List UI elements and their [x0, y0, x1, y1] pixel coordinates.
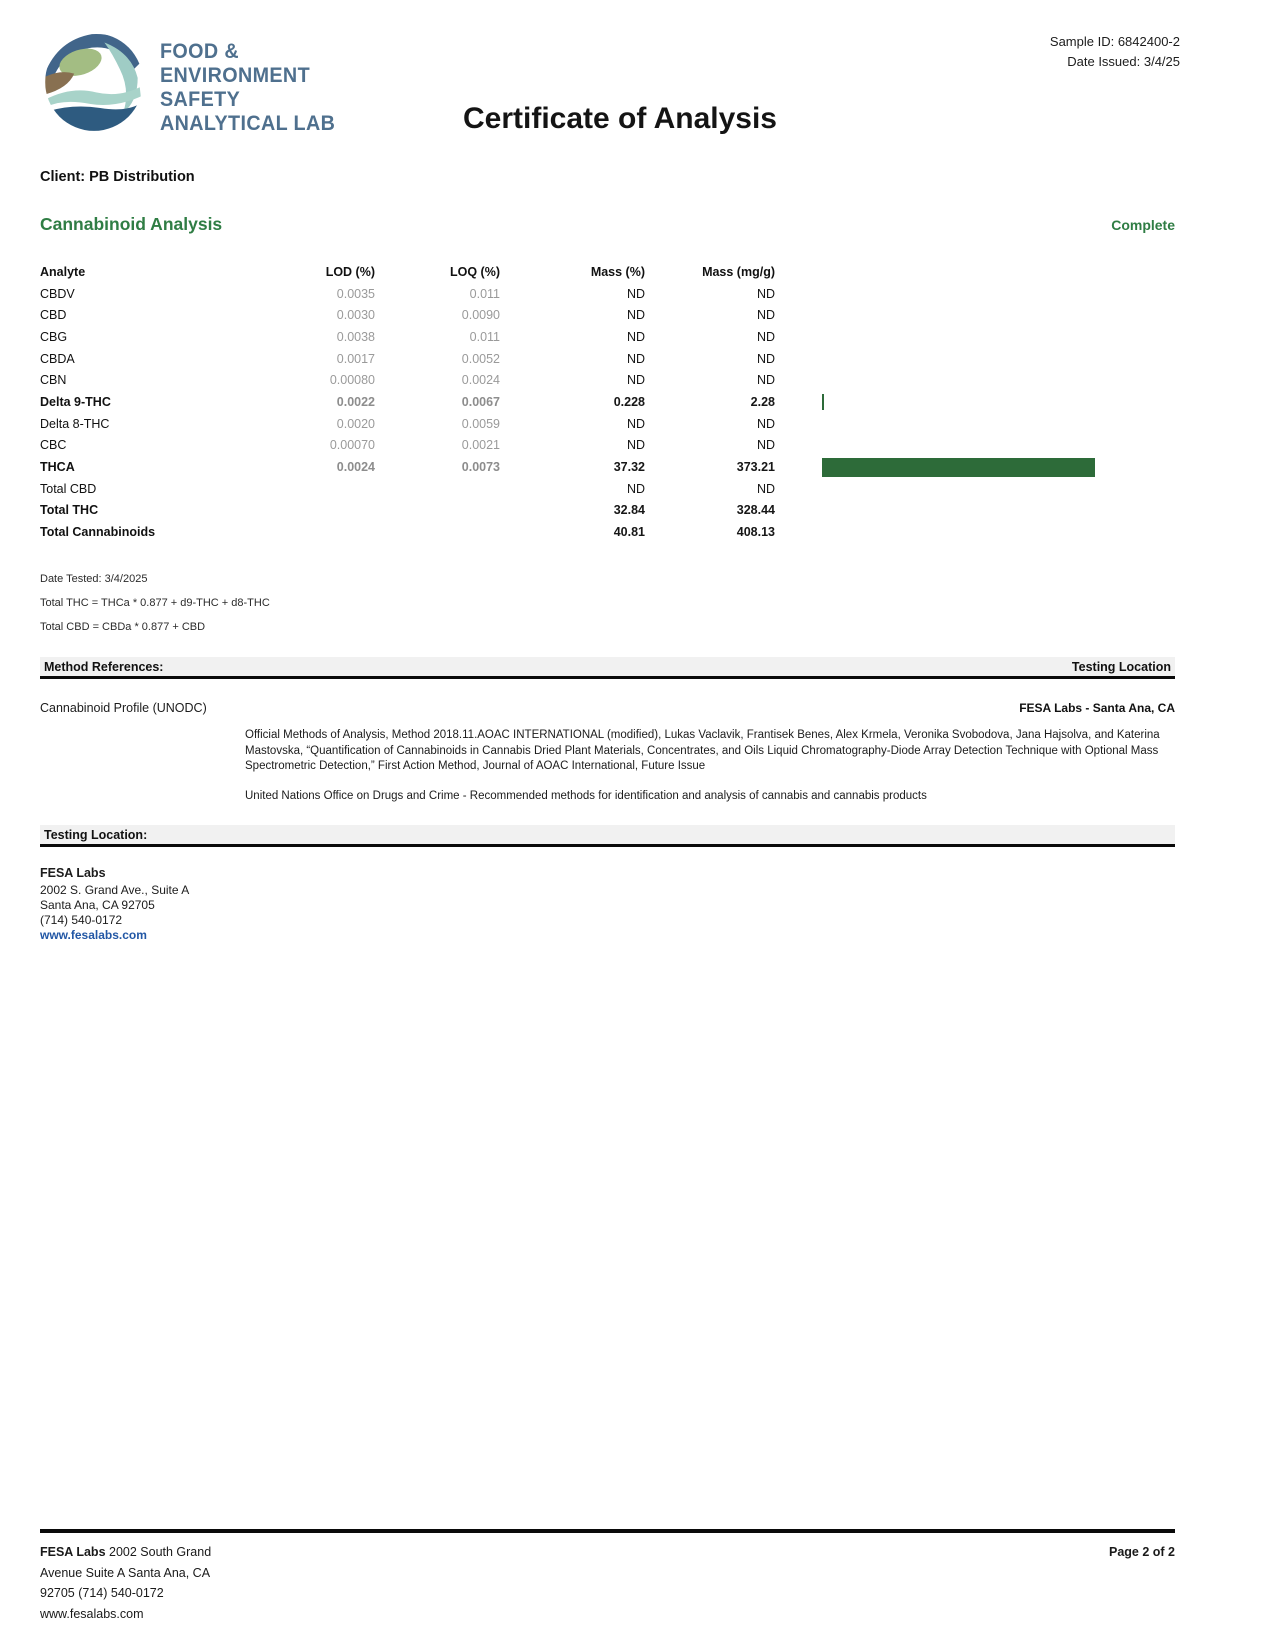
analysis-notes — [40, 573, 270, 645]
lod-value: 0.0035 — [336, 286, 375, 301]
total-thc-formula: Total THC = THCa * 0.877 + d9-THC + d8-THC — [40, 597, 270, 609]
col-header-loq: LOQ (%) — [450, 264, 500, 279]
sample-id: Sample ID: 6842400-2 — [1049, 34, 1180, 49]
citation-aoac: Official Methods of Analysis, Method 2018.11.AOAC INTERNATIONAL (modified), Lukas Vaclavik, Frantisek Benes, Alex Krmela, Veronika Svobodova, Jana Hajsolva, and Katerina Mastovska, “Quantification of Cannabinoids in Cannabis Dried Plant Materials, Concentrates, and Oils Liquid Chromatography-Diode Array Detection Technique with Optional Mass Spectrometric Detection,” First Action Method, Journal of AOAC International, Future Issue — [245, 729, 1160, 772]
table-row — [40, 413, 1175, 435]
loq-value: 0.0024 — [461, 373, 500, 388]
mass-mgg-value: ND — [756, 329, 775, 344]
analyte-table-rows — [40, 283, 1175, 543]
table-row — [40, 369, 1175, 391]
sample-meta — [40, 32, 1180, 72]
table-row — [40, 456, 1175, 478]
mass-bar — [822, 458, 1095, 477]
method-references-band — [40, 657, 1175, 679]
loq-value: 0.0059 — [461, 416, 500, 431]
lod-value: 0.0030 — [336, 308, 375, 323]
mass-pct-value: ND — [626, 329, 645, 344]
loq-value: 0.011 — [469, 329, 500, 344]
testing-location-label: Testing Location: — [44, 827, 148, 842]
page-number: Page 2 of 2 — [1109, 1545, 1175, 1559]
col-header-mass-pct: Mass (%) — [590, 264, 645, 279]
loq-value: 0.0052 — [461, 351, 500, 366]
table-row — [40, 478, 1175, 500]
mass-mgg-value: ND — [756, 286, 775, 301]
lod-value: 0.0038 — [336, 329, 375, 344]
lab-website-link[interactable]: www.fesalabs.com — [40, 928, 147, 942]
lab-name-line: ANALYTICAL LAB — [160, 112, 336, 135]
mass-mgg-value: 408.13 — [736, 525, 775, 540]
table-row — [40, 435, 1175, 457]
mass-pct-value: ND — [626, 481, 645, 496]
testing-location-band — [40, 825, 1175, 847]
table-row — [40, 348, 1175, 370]
mass-pct-value: ND — [626, 373, 645, 388]
total-cbd-formula: Total CBD = CBDa * 0.877 + CBD — [40, 621, 206, 633]
loq-value: 0.0073 — [461, 460, 500, 475]
lod-value: 0.00080 — [329, 373, 375, 388]
mass-pct-value: 40.81 — [613, 525, 645, 540]
citation-unodc: United Nations Office on Drugs and Crime - Recommended methods for identification and analysis of cannabis and cannabis products — [245, 789, 927, 802]
mass-mgg-value: 373.21 — [736, 460, 775, 475]
mass-mgg-value: ND — [756, 351, 775, 366]
lod-value: 0.0022 — [336, 394, 375, 409]
mass-pct-value: 37.32 — [613, 460, 645, 475]
footer-address-line1: 2002 South Grand — [105, 1545, 212, 1559]
lod-value: 0.0024 — [336, 460, 375, 475]
col-header-analyte: Analyte — [40, 264, 86, 279]
table-row — [40, 500, 1175, 522]
analyte-name: CBC — [40, 438, 67, 453]
loq-value: 0.0067 — [461, 394, 500, 409]
footer-divider — [40, 1529, 1175, 1533]
mass-bar — [822, 394, 824, 410]
method-testing-location: FESA Labs - Santa Ana, CA — [1019, 701, 1175, 715]
date-issued: Date Issued: 3/4/25 — [1067, 54, 1180, 69]
mass-mgg-value: 328.44 — [736, 503, 775, 518]
analyte-name: THCA — [40, 460, 75, 475]
analyte-name: Total Cannabinoids — [40, 525, 156, 540]
loq-value: 0.0090 — [461, 308, 500, 323]
analyte-name: Delta 8-THC — [40, 416, 110, 431]
mass-mgg-value: ND — [756, 481, 775, 496]
footer-lab-name: FESA Labs — [40, 1545, 106, 1559]
analyte-name: Delta 9-THC — [40, 394, 111, 409]
analyte-name: CBDA — [40, 351, 75, 366]
mass-pct-value: ND — [626, 308, 645, 323]
loq-value: 0.0021 — [461, 438, 500, 453]
lab-phone: (714) 540-0172 — [40, 913, 123, 927]
loq-value: 0.011 — [469, 286, 500, 301]
footer-address — [40, 1542, 211, 1624]
table-row — [40, 326, 1175, 348]
client-line: Client: PB Distribution — [40, 169, 195, 185]
lab-name-line: ENVIRONMENT — [160, 64, 311, 87]
lab-address-line2: Santa Ana, CA 92705 — [40, 898, 155, 912]
mass-mgg-value: 2.28 — [750, 394, 775, 409]
method-references-label: Method References: — [44, 659, 164, 674]
col-header-lod: LOD (%) — [325, 264, 375, 279]
mass-pct-value: ND — [626, 351, 645, 366]
document-title: Certificate of Analysis — [463, 102, 777, 135]
method-reference-row — [40, 701, 1175, 715]
footer — [40, 1542, 1175, 1624]
footer-address-line2: Avenue Suite A Santa Ana, CA — [40, 1565, 211, 1580]
analyte-name: CBD — [40, 308, 67, 323]
table-row — [40, 521, 1175, 543]
mass-mgg-value: ND — [756, 416, 775, 431]
date-tested-note: Date Tested: 3/4/2025 — [40, 573, 148, 585]
footer-website: www.fesalabs.com — [40, 1606, 144, 1621]
table-row — [40, 283, 1175, 305]
method-reference-citations — [245, 728, 1180, 818]
lab-name-line: FOOD & — [160, 40, 240, 63]
analyte-name: Total THC — [40, 503, 99, 518]
lod-value: 0.0020 — [336, 416, 375, 431]
analyte-name: CBN — [40, 373, 67, 388]
mass-mgg-value: ND — [756, 308, 775, 323]
footer-address-line3: 92705 (714) 540-0172 — [40, 1586, 164, 1600]
lab-name-text: FESA Labs — [40, 866, 106, 880]
analyte-name: CBDV — [40, 286, 75, 301]
mass-pct-value: 0.228 — [613, 394, 645, 409]
method-profile-name: Cannabinoid Profile (UNODC) — [40, 701, 207, 715]
table-row — [40, 304, 1175, 326]
analyte-table — [40, 261, 1175, 543]
lab-address-line1: 2002 S. Grand Ave., Suite A — [40, 883, 190, 897]
section-title: Cannabinoid Analysis — [40, 214, 223, 234]
analyte-name: Total CBD — [40, 481, 97, 496]
mass-pct-value: ND — [626, 438, 645, 453]
col-header-mass-mgg: Mass (mg/g) — [702, 264, 775, 279]
mass-pct-value: ND — [626, 416, 645, 431]
mass-pct-value: ND — [626, 286, 645, 301]
testing-location-block — [40, 866, 189, 943]
mass-mgg-value: ND — [756, 438, 775, 453]
lod-value: 0.0017 — [336, 351, 375, 366]
lod-value: 0.00070 — [329, 438, 375, 453]
lab-name-line: SAFETY — [160, 88, 241, 111]
testing-location-column-label: Testing Location — [1071, 659, 1171, 674]
table-header-row — [40, 261, 1175, 283]
analyte-name: CBG — [40, 329, 68, 344]
status-badge: Complete — [1111, 217, 1175, 233]
cannabinoid-section-header — [40, 214, 1175, 235]
mass-pct-value: 32.84 — [613, 503, 645, 518]
table-row — [40, 391, 1175, 413]
mass-mgg-value: ND — [756, 373, 775, 388]
